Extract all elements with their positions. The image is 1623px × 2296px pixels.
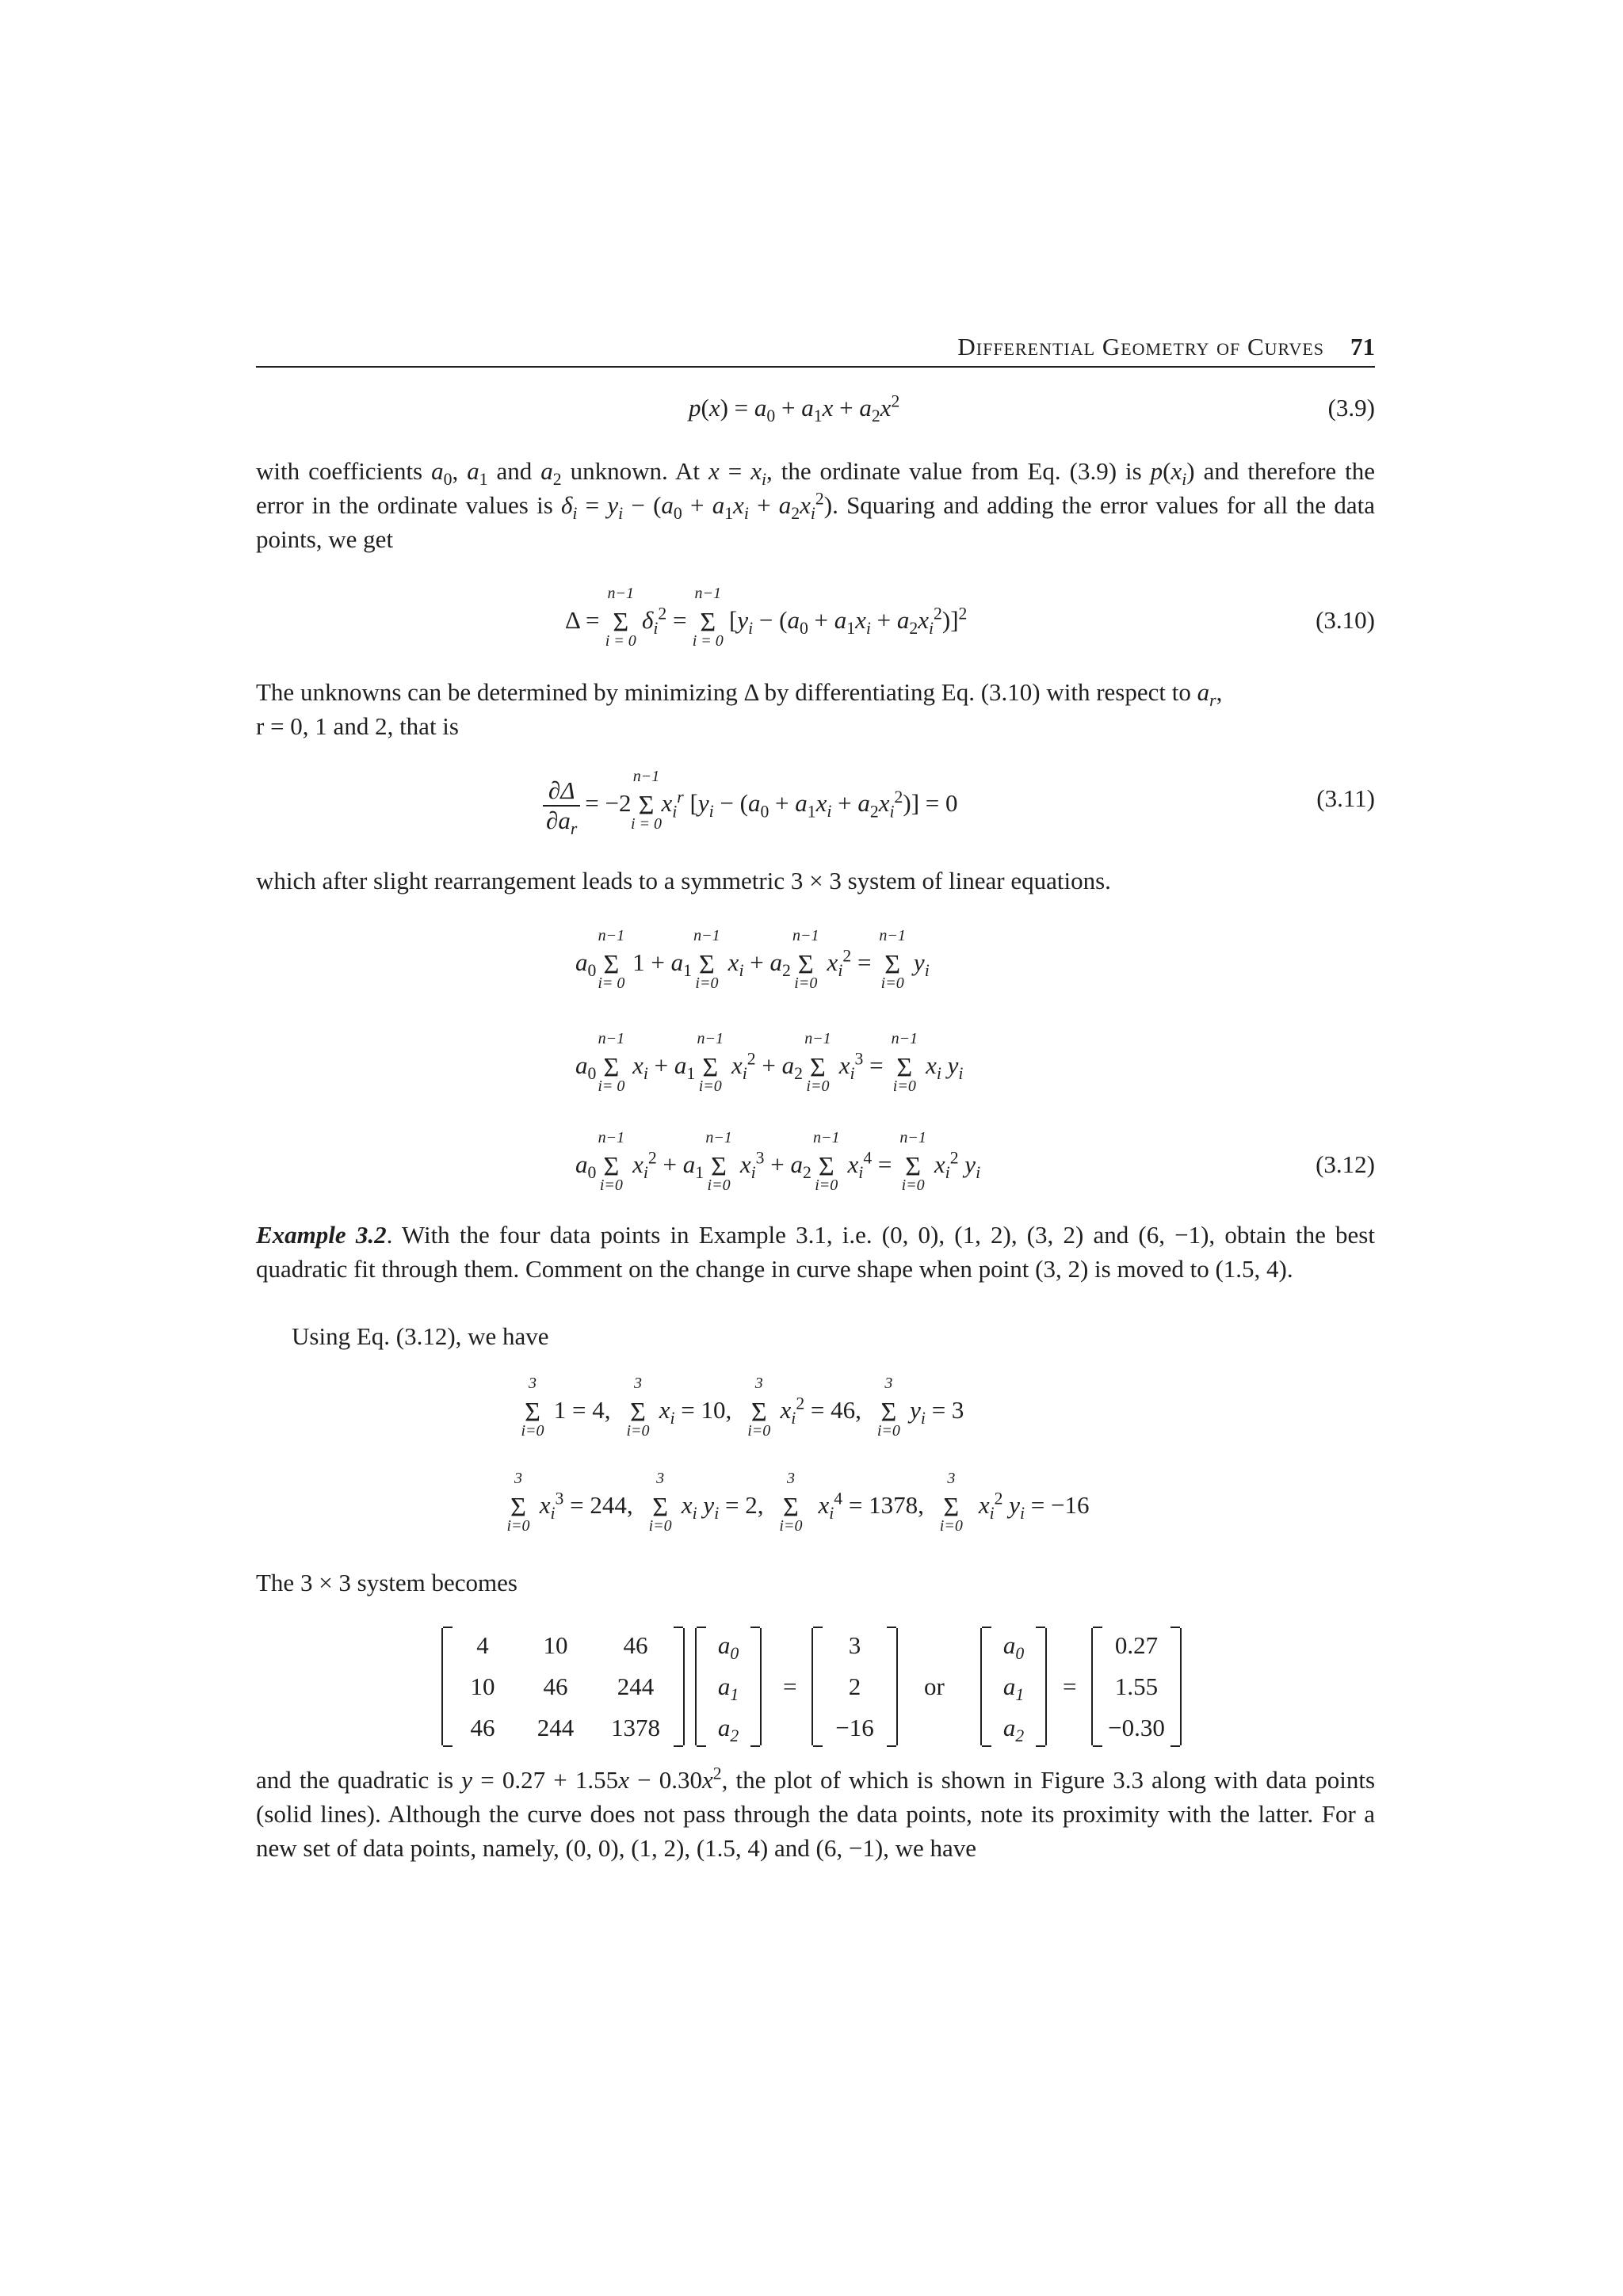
paragraph-3: which after slight rearrangement leads to a symmetric 3 × 3 system of linear equations. bbox=[256, 867, 1111, 894]
equation-3-12-row-3: $a_0$ n−1 Σ i=0 $x_i^2 + a_1$ n−1 Σ i=0 $x_i^3 + a_2$ n−1 Σ i=0 $x_i^4$ = n−1 Σ i=0 $x_i^2$ $y_i$ (3.12) bbox=[575, 1128, 1375, 1194]
coefficient-matrix: 4 10 46 10 46 244 46 244 1378 bbox=[441, 1628, 685, 1745]
example-3-2: Example 3.2. With the four data points in Example 3.1, i.e. (0, 0), (1, 2), (3, 2) and (6, −1), obtain the best quadratic fit through them. Comment on the change in curve shape when point (3, 2) is moved to (1.5, 4). bbox=[256, 1221, 1375, 1283]
equation-3-9 bbox=[256, 391, 1375, 457]
paragraph-5: and the quadratic is $y = 0.27 + 1.55x - 0.30x^2$, the plot of which is shown in Figure 3.3 along with data points (solid lines). Although the curve does not pass through the data points, note its proximity with the latter. For a new set of data points, namely, (0, 0), (1, 2), (1.5, 4) and (6, −1), we have bbox=[256, 1764, 1376, 1862]
equation-3-12-row-2: $a_0$ n−1 Σ i= 0 $x_i + a_1$ n−1 Σ i=0 $x_i^2 + a_2$ n−1 Σ i=0 $x_i^3$ = n−1 Σ i=0 $x_i$ $y_i$ bbox=[575, 1029, 964, 1095]
equation-3-11 bbox=[256, 768, 1375, 864]
solution-vector: 0.27 1.55 −0.30 bbox=[1091, 1628, 1182, 1745]
example-using: Using Eq. (3.12), we have bbox=[292, 1322, 549, 1350]
page-number: 71 bbox=[1350, 333, 1375, 360]
sums-row-2: 3 Σ i=0 $x_i^3 = 244$, 3 Σ i=0 $x_i$ $y_i = 2$, 3 Σ i=0 $x_i^4 = 1378$, 3 Σ i=0 $x_i^2$ $y_i = -16$ bbox=[506, 1469, 1090, 1535]
equation-number: (3.9) bbox=[1327, 394, 1375, 421]
equation-body: $p(x) = a_0 + a_1x + a_2x^2$ bbox=[689, 391, 900, 426]
paragraph-4: The 3 × 3 system becomes bbox=[256, 1569, 517, 1596]
or-word: or bbox=[924, 1672, 945, 1700]
equation-body: Δ = n−1 Σ i = 0 $\delta_i^2$ = n−1 Σ i = 0 $[y_i - (a_0 + a_1x_i + a_2x_i^2)]^2$ bbox=[565, 584, 968, 650]
running-title: Differential Geometry of Curves bbox=[957, 333, 1324, 360]
unknowns-vector: $a_0$ $a_1$ $a_2$ bbox=[695, 1628, 762, 1745]
equation-3-12-row-1: $a_0$ n−1 Σ i= 0 $1 + a_1$ n−1 Σ i=0 $x_i + a_2$ n−1 Σ i=0 $x_i^2$ = n−1 Σ i=0 $y_i$ bbox=[575, 926, 930, 992]
equation-body: $\frac{\partial\Delta}{\partial a_r}$ = −2 n−1 Σ i = 0 $x_i^r$ $[y_i - (a_0 + a_1x_i + a_2x_i^2)] = 0$ bbox=[543, 776, 958, 835]
equation-3-10 bbox=[256, 584, 1375, 669]
equation-number: (3.11) bbox=[1316, 784, 1375, 812]
paragraph-2: The unknowns can be determined by minimizing Δ by differentiating Eq. (3.10) with respect to $a_r$, r = 0, 1 and 2, that is bbox=[256, 678, 1223, 740]
running-header bbox=[256, 333, 1375, 368]
equation-number: (3.10) bbox=[1316, 606, 1375, 634]
example-title: Example 3.2 bbox=[256, 1221, 387, 1249]
unknowns-vector-2: $a_0$ $a_1$ $a_2$ bbox=[980, 1628, 1047, 1745]
rhs-vector: 3 2 −16 bbox=[812, 1628, 898, 1745]
equation-number: (3.12) bbox=[1316, 1150, 1375, 1178]
sums-row-1: 3 Σ i=0 1 = 4, 3 Σ i=0 $x_i = 10$, 3 Σ i=0 $x_i^2 = 46$, 3 Σ i=0 $y_i = 3$ bbox=[521, 1374, 964, 1440]
paragraph-1: with coefficients $a_0$, $a_1$ and $a_2$ unknown. At $x = x_i$, the ordinate value from Eq. (3.9) is $p(x_i)$ and therefore the error in the ordinate values is $\delta_i = y_i - (a_0 + a_1x_i + a_2x_i^2)$. Squaring and adding the error values for all the data points, we get bbox=[256, 457, 1376, 553]
matrix-equation: 4 10 46 10 46 244 46 244 1378 $a_0$ $a_1$ $a_2$ = 3 2 −16 or $a_0$ $a_1$ $a_2$ = 0.27 1.55 −0.30 bbox=[0, 1628, 1623, 1747]
